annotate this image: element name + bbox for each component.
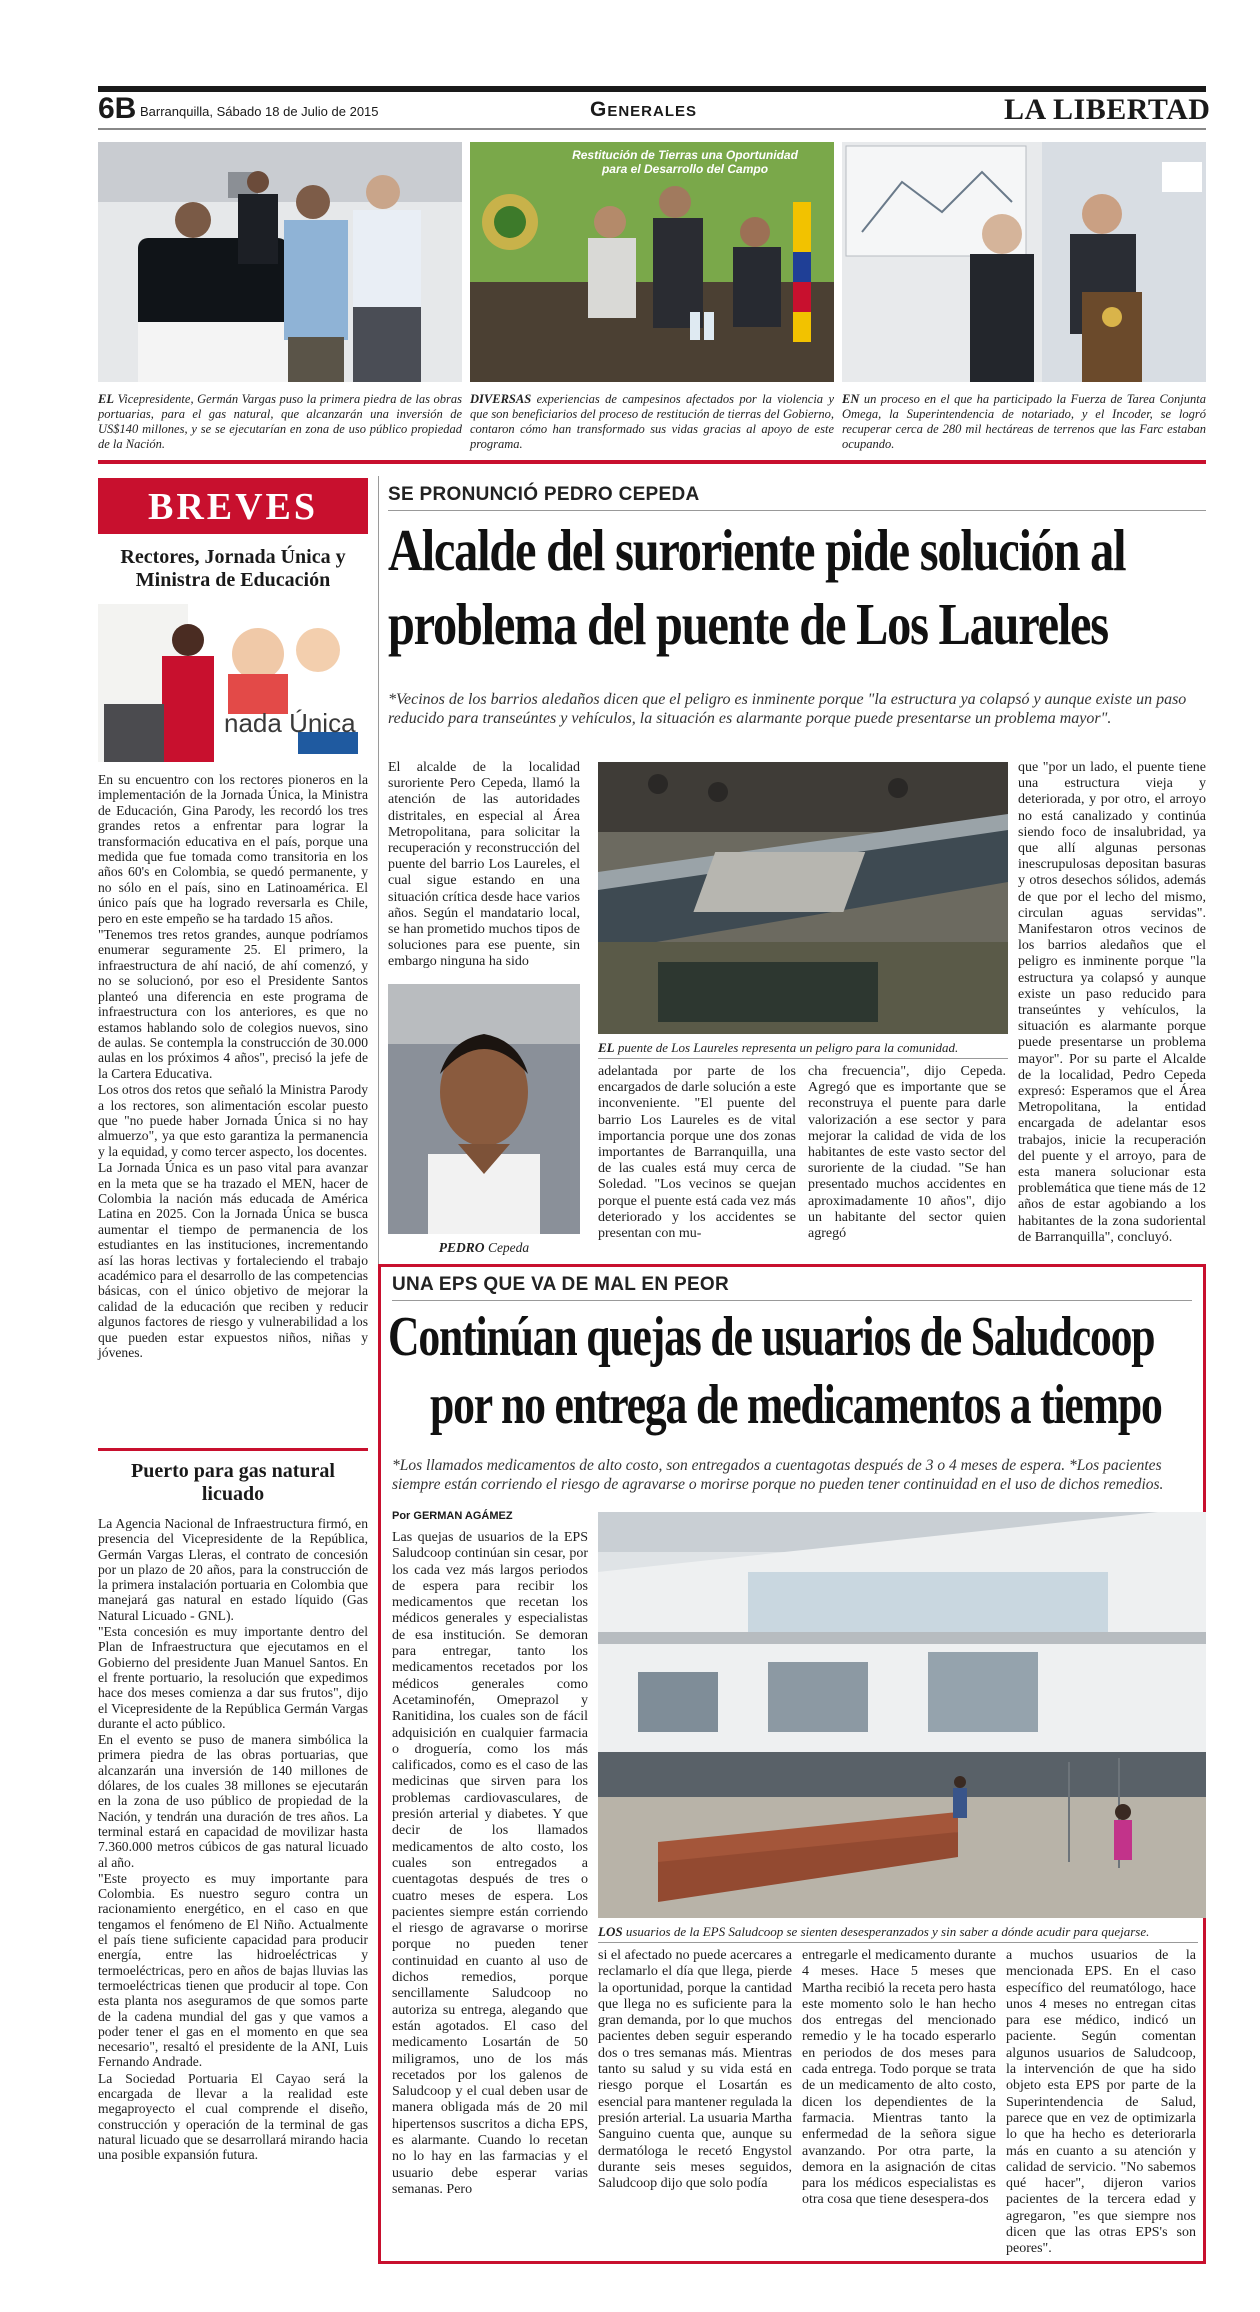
photo1-caption-lead: EL [98, 392, 114, 406]
breves-item2-p2: "Esta concesión es muy importante dentro del Plan de Infraestructura que ejecutamos en el Gobierno del presidente Juan Manuel Santos. En el frente portuario, la resolución que expedimos hace dos meses comienza a dar sus frutos", dijo el Vicepresidente de la República Germán Vargas durante el acto público. [98, 1624, 368, 1731]
article1-headline-line1: Alcalde del suroriente pide solución al [388, 517, 1126, 583]
article1-headline-line2: problema del puente de Los Laureles [388, 591, 1108, 657]
masthead: LA LIBERTAD [1004, 93, 1211, 126]
breves-item1-p3: Los otros dos retos que señaló la Ministra Parody a los rectores, son alimentación escolar puesto que "no puede haber Jornada Única si no hay almuerzo", ya que esto garantiza la permanencia y la equidad, y como tercer aspecto, los docentes. [98, 1082, 368, 1159]
dateline: Barranquilla, Sábado 18 de Julio de 2015 [140, 104, 379, 119]
section-divider-red [98, 460, 1206, 464]
breves-item1-p4: La Jornada Única es un paso vital para avanzar en la meta que se ha trazado el MEN, hacer de Colombia la nación más educada de América Latina en 2025. Con la Jornada Única se busca aumentar el tiempo de permanencia de los estudiantes en las instituciones, incrementando así las horas lectivas y fortaleciendo el trabajo académico para el desarrollo de las competencias básicas, con el único objetivo de mejorar la calidad de la educación que reciben y reducir algunos factores de riesgo y vulnerabilidad a los que pueden estar expuestos niños, niñas y jóvenes. [98, 1160, 368, 1361]
saludcoop-caption-rule [598, 1942, 1198, 1943]
article2-col4: a muchos usuarios de la mencionada EPS. En el caso específico del reumatólogo, hace unos 4 meses no entregan citas para ese médico, indicó un paciente. Según comentan algunos usuarios de Saludcoop, la intervención de que ha sido objeto esta EPS por parte de la Superintendencia de Salud, parece que en vez de optimizarla lo que ha hecho es deteriorarla más en cuanto a su atención y calidad de servicio. "No sabemos qué hacer", dijeron varios pacientes de la tercera edad y agregaron, "es que siempre nos dicen que las otras EPS's son peores". [1006, 1948, 1196, 2257]
bridge-caption-rule [598, 1058, 1008, 1059]
photo3-caption [842, 392, 1206, 452]
breves-item2-body [98, 1516, 368, 2163]
breves-item1-body [98, 772, 368, 1361]
breves-item2-p5: La Sociedad Portuaria El Cayao será la encargada de llevar a la realidad este megaproyecto el cual comprende el diseño, construcción y operación de la terminal de gas natural licuado que se desarrollará mirando hacia una posible expansión futura. [98, 2070, 368, 2163]
photo2-caption-lead: DIVERSAS [470, 392, 532, 406]
portrait-caption [388, 1240, 580, 1255]
article2-kicker-rule [392, 1300, 1192, 1301]
article1-col4: que "por un lado, el puente tiene una estructura vieja y deteriorada, y por otro, el arroyo no está canalizado y continúa siendo foco de insalubridad, ya que allí algunas personas inescrupulosas depositan basuras y otros desechos sólidos, además de que por el lecho del mismo, circulan aguas servidas". Manifestaron otros vecinos de los barrios aledaños que el peligro es inminente porque "la estructura ya colapsó y aunque existe un paso reducido para transeúntes y vehículos, la situación es alarmante porque puede presentarse un problema mayor". Por su parte el Alcalde de la localidad, Pedro Cepeda expresó: Esperamos que el Área Metropolitana, la entidad encargada de adelantar esos trabajos, inicie la recuperación del puente y el arroyo, para de esta manera solucionar esta problemática que tiene más de 12 años de estar agobiando a los habitantes de la zona sudoriental de Barranquilla", concluyó. [1018, 760, 1206, 1245]
breves-item2-title: Puerto para gas natural licuado [131, 1460, 335, 1505]
breves-label: BREVES [147, 486, 319, 528]
article2-headline-line1: Continúan quejas de usuarios de Saludcoop [388, 1306, 1155, 1368]
article1-kicker: SE PRONUNCIÓ PEDRO CEPEDA [388, 484, 700, 505]
article2-col2: si el afectado no puede acercares a reclamarlo el día que llega, pierde la oportunidad, porque la cantidad que llega no es suficiente para la gran demanda, por lo que muchos pacientes deben seguir esperando dos o tres semanas más. Mientras tanto su salud y su vida está en riesgo porque el Losartán es esencial para mantener regulada la presión arterial. La usuaria Martha Sanguino cuenta que, aunque su dermatóloga le recetó Engystol durante seis meses seguidos, Saludcoop dijo que solo podía [598, 1948, 792, 2192]
header-top-rule [98, 86, 1206, 92]
banner-line1: Restitución de Tierras una Oportunidad [572, 148, 798, 162]
saludcoop-caption-lead: LOS [598, 1924, 623, 1939]
breves-item2-p1: La Agencia Nacional de Infraestructura firmó, en presencia del Vicepresidente de la República, Germán Vargas Lleras, el contrato de concesión por un plazo de 20 años, para la construcción de la primera instalación portuaria en Colombia que manejará gas natural en estado líquido (Gas Natural Licuado - GNL). [98, 1516, 368, 1623]
article1-col1: El alcalde de la localidad suroriente Pero Cepeda, llamó la atención de las autoridades distritales, en especial al Área Metropolitana, para solicitar la recuperación y reconstrucción del puente del barrio Los Laureles, el cual sigue estando en una situación crítica desde hace varios años. Según el mandatario local, se han prometido muchos tipos de soluciones para ese puente, sin embargo ninguna ha sido [388, 760, 580, 970]
photo1-caption-text: Vicepresidente, Germán Vargas puso la primera piedra de las obras portuarias, para el gas natural, que alcanzarán una inversión de US$140 millones, y se se ejecutarían en zona de uso público propiedad de la Nación. [98, 392, 463, 451]
banner-line2: para el Desarrollo del Campo [601, 162, 769, 176]
photo-saludcoop-building [598, 1512, 1206, 1918]
article1-kicker-rule [388, 510, 1206, 511]
article2-kicker: UNA EPS QUE VA DE MAL EN PEOR [392, 1274, 730, 1295]
photo-land-restitution-panel [470, 142, 834, 382]
portrait-caption-name: PEDRO [438, 1240, 485, 1255]
article2-headline-line2: por no entrega de medicamentos a tiempo [430, 1374, 1162, 1436]
breves-item1-title: Rectores, Jornada Única y Ministra de Educación [120, 546, 346, 591]
article2-col1: Las quejas de usuarios de la EPS Saludcoop continúan sin cesar, por los cada vez más largos periodos de espera para recibir los medicamentos que recetan los médicos generales y especialistas de esa institución. Se demoran para entregar, tanto los medicamentos recetados por los médicos generales como Acetaminofén, Omeprazol y Ranitidina, los cuales son de fácil adquisición en cualquier farmacia o droguería, como los más calificados, como es el caso de las medicinas que sirven para los problemas cardiovasculares, de presión arterial y diabetes. Y que decir de los llamados medicamentos de alto costo, los cuales son entregados a cuentagotas después de tres o cuatro meses de espera. Los pacientes siempre están corriendo el riesgo de agravarse o morirse porque no pueden tener continuidad en cuanto al uso de dichos remedios, porque sencillamente Saludcoop no autoriza su entrega, alegando que están agotados. El caso del medicamento Losartán de 50 miligramos, uno de los más recetados por los galenos de Saludcoop y el cual deben usar de manera obligada más de 20 mil hipertensos suscritos a dicha EPS, es alarmante. Cuando lo recetan no lo hay en las farmacias y el usuario debe esperar varias semanas. Pero [392, 1530, 588, 2197]
saludcoop-photo-caption [598, 1924, 1206, 1939]
jornada-unica-sign-text: nada Única [224, 708, 356, 738]
bridge-photo-caption [598, 1040, 1008, 1055]
breves-label-box [98, 478, 368, 534]
breves-divider [98, 1448, 368, 1451]
article2-byline: Por GERMAN AGÁMEZ [392, 1510, 513, 1522]
photo-pedro-cepeda [388, 984, 580, 1234]
breves-item1-p1: En su encuentro con los rectores pioneros en la implementación de la Jornada Única, la Ministra de Educación, Gina Parody, les recordó los tres grandes retos a enfrentar para lograr la transformación educativa en el país, porque una medida que fue tomada como transitoria en los años 60's en Colombia, se quedó permanente, y no sólo en el país, sino en Latinoamérica. El único país que ha logrado reversarla es Chile, pero en este empeño se ha tardado 15 años. [98, 772, 368, 926]
photo2-caption [470, 392, 834, 452]
photo-minister-jornada-unica [98, 604, 368, 762]
saludcoop-caption-text: usuarios de la EPS Saludcoop se sienten desesperanzados y sin saber a dónde acudir para quejarse. [625, 1924, 1150, 1939]
breves-item2-p4: "Este proyecto es muy importante para Colombia. Es nuestro seguro contra un racionamiento energético, en el caso en que tengamos el fenómeno de El Niño. Actualmente el país tiene suficiente capacidad para producir energía, entre las hidroeléctricas y termoeléctricas, pero en años de bajas lluvias las termoeléctricas tienen que producir al tope. Con esta planta nos aseguramos de que somos parte de la cadena mundial del gas y que vamos a poder tener el gas en el momento en que sea necesario", resaltó el presidente de la ANI, Luis Fernando Andrade. [98, 1870, 368, 2070]
bridge-caption-text: puente de Los Laureles representa un peligro para la comunidad. [617, 1040, 959, 1055]
article1-col2: adelantada por parte de los encargados de darle solución a este inconveniente. "El puente del barrio Los Laureles es de vital importancia porque une dos zonas importantes de Barranquilla, una de las cuales está muy cerca de Soledad. "Los vecinos se quejan porque el puente está cada vez más deteriorado y los accidentes se presentan con mu- [598, 1064, 796, 1242]
photo2-caption-text: experiencias de campesinos afectados por la violencia y que son beneficiarios del proceso de restitución de tierras del Gobierno, contaron cómo han transformado sus vidas gracias al apoyo de este programa. [470, 392, 834, 451]
article1-deck: *Vecinos de los barrios aledaños dicen que el peligro es inminente porque "la estructura ya colapsó y aunque existe un paso reducido para transeúntes y vehículos, la situación es alarmante porque puede presentarse un problema mayor". [388, 691, 1187, 727]
photo1-caption [98, 392, 462, 452]
bridge-caption-lead: EL [598, 1040, 615, 1055]
article2-deck: *Los llamados medicamentos de alto costo, son entregados a cuentagotas después de 3 o 4 meses de espera. *Los pacientes siempre están corriendo el riesgo de agravarse o morirse porque no pueden tener continuidad en el uso de dichos remedios. [392, 1457, 1164, 1493]
header-bottom-rule [98, 128, 1206, 130]
photo3-caption-text: un proceso en el que ha participado la Fuerza de Tarea Conjunta Omega, la Superintendencia de notariado, y el Incoder, se logró recuperar cerca de 280 mil hectáreas de terrenos que las Farc estaban ocupando. [842, 392, 1207, 451]
portrait-caption-rest: Cepeda [487, 1240, 530, 1255]
article1-col3: cha frecuencia", dijo Cepeda. Agregó que es importante que se reconstruya el puente para darle valorización a ese sector y para mejorar la calidad de vida de los habitantes de este vasto sector del suroriente de la ciudad. "Se han presentado muchos accidentes en aproximadamente 10 años", dijo un habitante del sector quien agregó [808, 1064, 1006, 1242]
breves-item1-p2: "Tenemos tres retos grandes, aunque podríamos enumerar seguramente 25. El primero, la infraestructura de ahí nació, de ahí comenzó, y no se solucionó, por eso el Presidente Santos planteó una diferencia en este programa de infraestructura con los anteriores, es que no estamos hablando solo de colegios nuevos, sino de aulas. Se contempla la construcción de 30.000 aulas en los próximos 4 años", precisó la jefe de la Cartera Educativa. [98, 927, 368, 1081]
section-name: Generales [590, 98, 698, 121]
photo-vicepresident-signing [98, 142, 462, 382]
photo-los-laureles-bridge [598, 762, 1008, 1034]
page-number: 6B [98, 92, 137, 125]
article2-col3: entregarle el medicamento durante 4 meses. Hace 5 meses que Martha recibió la receta pero hasta este momento solo le han hecho dos entregas del mencionado remedio y le ha tocado esperarlo en periodos de dos meses para cada entrega. Todo porque se trata de un medicamento de alto costo, dicen los dependientes de la farmacia. Mientras tanto la enfermedad de la señora sigue avanzando. Por otra parte, la demora en la asignación de citas para los médicos especialistas es otra cosa que tiene desespera-dos [802, 1948, 996, 2208]
photo-president-podium [842, 142, 1206, 382]
photo3-caption-lead: EN [842, 392, 860, 406]
breves-item2-p3: En el evento se puso de manera simbólica la primera piedra de las obras portuarias, que alcanzarán una inversión de 140 millones de dólares, de los cuales 38 millones se ejecutarán en la zona de uso público de propiedad de la Nación, y tendrán una duración de tres años. La terminal estará en capacidad de movilizar hasta 7.360.000 metros cúbicos de gas natural licuado al año. [98, 1732, 368, 1870]
